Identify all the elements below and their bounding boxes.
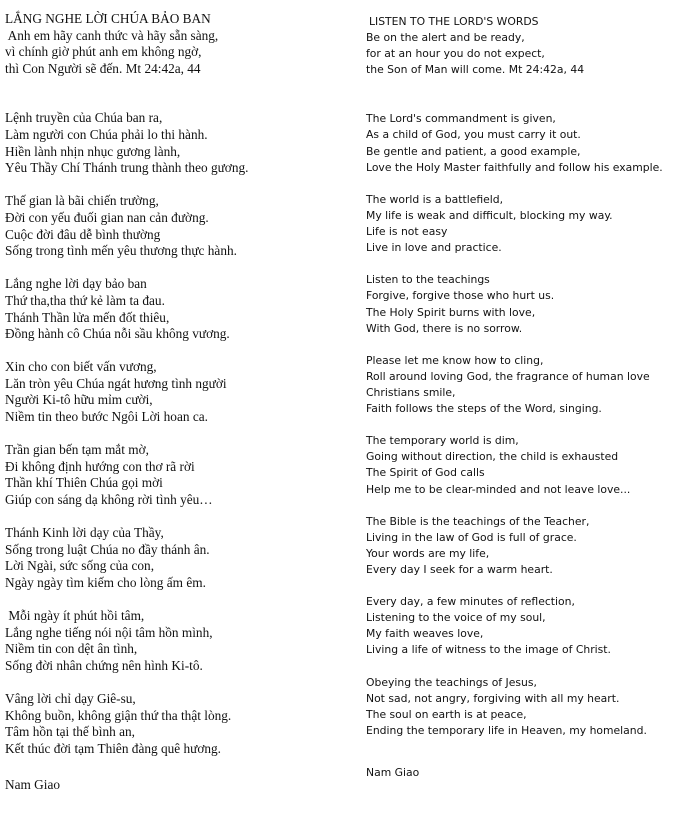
vietnamese-verse-line: Trần gian bến tạm mắt mờ,	[5, 442, 149, 458]
english-verse-line: Faith follows the steps of the Word, singing.	[366, 402, 602, 416]
english-poem-body	[366, 111, 694, 739]
english-verse-line: Please let me know how to cling,	[366, 353, 544, 367]
vietnamese-verse-line: Lời Ngài, sức sống của con,	[5, 558, 155, 574]
english-stanza	[366, 594, 694, 658]
english-stanza	[366, 675, 694, 739]
vietnamese-verse-line: Niềm tin theo bước Ngôi Lời hoan ca.	[5, 409, 208, 425]
vietnamese-verse-line: Lắng nghe tiếng nói nội tâm hồn mình,	[5, 624, 213, 640]
english-verse-line: Every day, a few minutes of reflection,	[366, 595, 575, 609]
vietnamese-verse-line: Sống trong tình mến yêu thương thực hành.	[5, 243, 237, 259]
english-verse-line: Your words are my life,	[366, 546, 490, 560]
english-stanza	[366, 272, 694, 336]
english-verse-line: Forgive, forgive those who hurt us.	[366, 289, 555, 303]
vietnamese-verse-line: Người Ki-tô hữu mỉm cười,	[5, 392, 153, 408]
vietnamese-stanza	[5, 442, 357, 508]
english-stanza	[366, 192, 694, 256]
english-verse-line: Every day I seek for a warm heart.	[366, 563, 553, 576]
vietnamese-stanza	[5, 359, 357, 425]
vietnamese-verse-line: Cuộc đời đâu dễ bình thường	[5, 226, 161, 242]
vietnamese-verse-line: Lắng nghe lời dạy bảo ban	[5, 276, 147, 292]
vietnamese-verse-line: Lăn tròn yêu Chúa ngát hương tình người	[5, 375, 227, 391]
vietnamese-verse-line: Xin cho con biết vấn vương,	[5, 359, 157, 375]
english-verse-line: The world is a battlefield,	[366, 192, 504, 206]
english-verse-line: Be gentle and patient, a good example,	[366, 144, 581, 158]
english-verse-line: Life is not easy	[366, 225, 448, 239]
english-signature: Nam Giao	[366, 766, 420, 780]
english-epigraph-line: the Son of Man will come. Mt 24:42a, 44	[366, 63, 585, 77]
vietnamese-stanza	[5, 193, 357, 259]
vietnamese-verse-line: Giúp con sáng dạ không rời tình yêu…	[5, 492, 213, 508]
english-verse-line: Listening to the voice of my soul,	[366, 611, 546, 625]
english-verse-line: Living a life of witness to the image of Christ.	[366, 643, 611, 657]
english-verse-line: Listen to the teachings	[366, 273, 490, 287]
vietnamese-stanza	[5, 276, 357, 342]
vietnamese-verse-line: Thế gian là bãi chiến trường,	[5, 193, 159, 209]
english-verse-line: Obeying the teachings of Jesus,	[366, 675, 537, 689]
english-verse-line: The Bible is the teachings of the Teacher,	[366, 514, 590, 528]
english-verse-line: With God, there is no sorrow.	[366, 321, 523, 335]
vietnamese-verse-line: Thánh Kinh lời dạy của Thầy,	[5, 525, 164, 541]
english-verse-line: My life is weak and difficult, blocking my way.	[366, 208, 613, 222]
english-stanza	[366, 111, 694, 175]
english-column	[366, 14, 694, 781]
vietnamese-verse-line: Thánh Thần lửa mến đốt thiêu,	[5, 309, 170, 325]
english-verse-line: My faith weaves love,	[366, 627, 484, 641]
english-verse-line: The Lord's commandment is given,	[366, 112, 556, 126]
vietnamese-verse-line: Hiền lành nhịn nhục gương lành,	[5, 143, 181, 159]
english-stanza	[366, 514, 694, 578]
vietnamese-intro	[5, 11, 357, 77]
english-verse-line: The Spirit of God calls	[366, 466, 485, 480]
vietnamese-verse-line: Làm người con Chúa phải lo thi hành.	[5, 126, 208, 142]
vietnamese-stanza	[5, 525, 357, 591]
vietnamese-verse-line: Lệnh truyền của Chúa ban ra,	[5, 110, 163, 126]
english-stanza	[366, 353, 694, 417]
vietnamese-verse-line: Kết thúc đời tạm Thiên đàng quê hương.	[5, 740, 222, 756]
english-verse-line: The temporary world is dim,	[366, 434, 519, 448]
vietnamese-verse-line: Sống trong luật Chúa no đầy thánh ân.	[5, 541, 210, 557]
english-verse-line: Ending the temporary life in Heaven, my homeland.	[366, 723, 647, 737]
vietnamese-verse-line: Thần khí Thiên Chúa gọi mời	[5, 475, 163, 491]
english-epigraph-line: Be on the alert and be ready,	[366, 31, 525, 45]
vietnamese-verse-line: Tâm hồn tại thế bình an,	[5, 724, 135, 740]
vietnamese-verse-line: Mỗi ngày ít phút hồi tâm,	[5, 608, 145, 624]
vietnamese-verse-line: Thứ tha,tha thứ kẻ làm ta đau.	[5, 292, 165, 308]
english-epigraph-line: for at an hour you do not expect,	[366, 47, 545, 61]
vietnamese-verse-line: Vâng lời chỉ dạy Giê-su,	[5, 691, 136, 707]
vietnamese-verse-line: Đời con yếu đuối gian nan cản đường.	[5, 209, 209, 225]
vietnamese-verse-line: Đồng hành cô Chúa nỗi sầu không vương.	[5, 326, 230, 342]
english-verse-line: Love the Holy Master faithfully and follow his example.	[366, 160, 663, 174]
vietnamese-verse-line: Đi không định hướng con thơ rã rời	[5, 458, 195, 474]
vietnamese-epigraph-line: vì chính giờ phút anh em không ngờ,	[5, 44, 202, 60]
english-verse-line: Not sad, not angry, forgiving with all my heart.	[366, 691, 620, 705]
vietnamese-stanza	[5, 691, 357, 757]
english-verse-line: Roll around loving God, the fragrance of human love	[366, 369, 650, 383]
vietnamese-verse-line: Sống đời nhân chứng nên hình Ki-tô.	[5, 657, 203, 673]
english-intro	[366, 14, 694, 78]
vietnamese-epigraph-line: thì Con Người sẽ đến. Mt 24:42a, 44	[5, 60, 201, 76]
vietnamese-epigraph-line: Anh em hãy canh thức và hãy sẵn sàng,	[5, 27, 219, 43]
english-verse-line: Christians smile,	[366, 385, 456, 399]
vietnamese-verse-line: Không buồn, không giận thứ tha thật lòng.	[5, 707, 232, 723]
vietnamese-stanza	[5, 110, 357, 176]
english-verse-line: Live in love and practice.	[366, 241, 502, 255]
english-verse-line: The Holy Spirit burns with love,	[366, 305, 536, 319]
english-verse-line: Living in the law of God is full of grace.	[366, 530, 577, 544]
vietnamese-title: LẮNG NGHE LỜI CHÚA BẢO BAN	[5, 11, 211, 26]
english-verse-line: As a child of God, you must carry it out.	[366, 128, 581, 142]
english-title: LISTEN TO THE LORD'S WORDS	[369, 15, 539, 28]
english-verse-line: Help me to be clear-minded and not leave love...	[366, 482, 631, 496]
vietnamese-stanza	[5, 608, 357, 674]
vietnamese-verse-line: Ngày ngày tìm kiếm cho lòng ấm êm.	[5, 575, 206, 590]
vietnamese-poem-body	[5, 110, 357, 757]
vietnamese-column	[5, 11, 357, 793]
english-verse-line: The soul on earth is at peace,	[366, 707, 527, 721]
vietnamese-verse-line: Niềm tin con dệt ân tình,	[5, 641, 138, 657]
vietnamese-signature: Nam Giao	[5, 776, 61, 792]
english-verse-line: Going without direction, the child is exhausted	[366, 450, 619, 464]
vietnamese-verse-line: Yêu Thầy Chí Thánh trung thành theo gương.	[5, 160, 249, 176]
english-stanza	[366, 433, 694, 497]
